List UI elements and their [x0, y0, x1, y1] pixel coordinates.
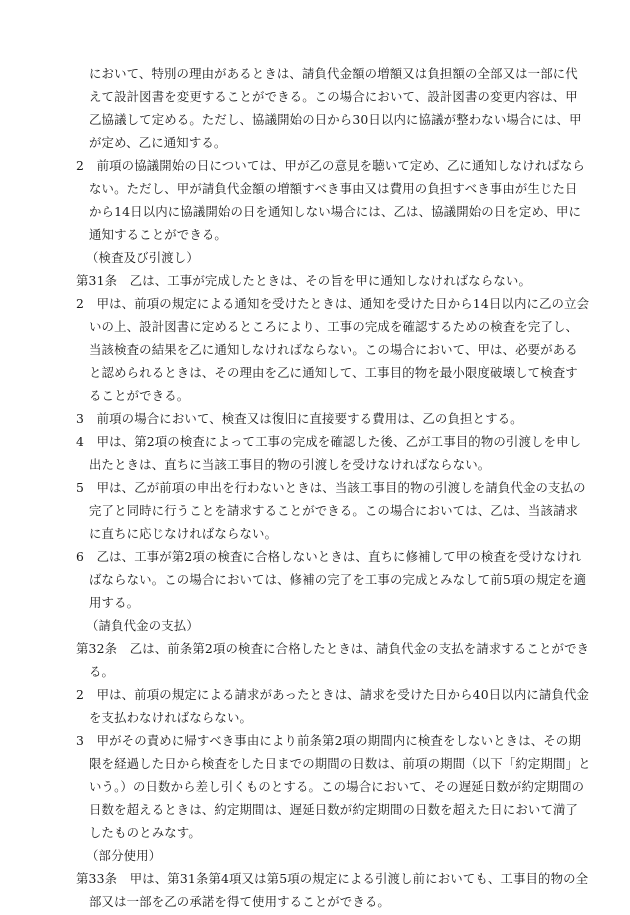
text-line: 6 乙は、工事が第2項の検査に合格しないときは、直ちに修補して甲の検査を受けなけれ — [76, 549, 582, 564]
text-line: いう。）の日数から差し引くものとする。この場合において、その遅延日数が約定期間の — [89, 779, 585, 794]
text-line: ない。ただし、甲が請負代金額の増額すべき事由又は費用の負担すべき事由が生じた日 — [89, 181, 578, 196]
text-line: 5 甲は、乙が前項の申出を行わないときは、当該工事目的物の引渡しを請負代金の支払の — [76, 480, 586, 495]
text-line: 乙協議して定める。ただし、協議開始の日から30日以内に協議が整わない場合には、甲 — [89, 112, 582, 127]
text-line: る。 — [89, 664, 115, 679]
text-line: に直ちに応じなければならない。 — [89, 526, 278, 541]
text-line: 出たときは、直ちに当該工事目的物の引渡しを受けなければならない。 — [89, 457, 491, 472]
article-line: 第31条 乙は、工事が完成したときは、その旨を甲に通知しなければならない。 — [76, 273, 531, 288]
article-line: 第33条 甲は、第31条第4項又は第5項の規定による引渡し前においても、工事目的物の全 — [76, 871, 589, 886]
text-line: 当該検査の結果を乙に通知しなければならない。この場合において、甲は、必要がある — [89, 342, 578, 357]
text-line: いの上、設計図書に定めるところにより、工事の完成を確認するための検査を完了し、 — [89, 319, 579, 334]
text-line: が定め、乙に通知する。 — [89, 135, 227, 150]
text-line: したものとみなす。 — [89, 825, 201, 840]
text-line: 2 前項の協議開始の日については、甲が乙の意見を聴いて定め、乙に通知しなければなら — [76, 158, 585, 173]
text-line: 部又は一部を乙の承諾を得て使用することができる。 — [89, 894, 390, 909]
article-line: 第32条 乙は、前条第2項の検査に合格したときは、請負代金の支払を請求することができ — [76, 641, 590, 656]
text-line: 2 甲は、前項の規定による通知を受けたときは、通知を受けた日から14日以内に乙の立会 — [76, 296, 590, 311]
text-line: 4 甲は、第2項の検査によって工事の完成を確認した後、乙が工事目的物の引渡しを申し — [76, 434, 582, 449]
text-line: から14日以内に協議開始の日を通知しない場合には、乙は、協議開始の日を定め、甲に — [89, 204, 582, 219]
text-line: 通知することができる。 — [89, 227, 227, 242]
text-line: 日数を超えるときは、約定期間は、遅延日数が約定期間の日数を超えた日において満了 — [89, 802, 579, 817]
section-heading: （検査及び引渡し） — [86, 250, 199, 265]
section-heading: （部分使用） — [86, 848, 162, 863]
text-line: を支払わなければならない。 — [89, 710, 253, 725]
section-heading: （請負代金の支払） — [86, 618, 199, 633]
text-line: ばならない。この場合においては、修補の完了を工事の完成とみなして前5項の規定を適 — [89, 572, 587, 587]
text-line: ることができる。 — [89, 388, 190, 403]
text-line: において、特別の理由があるときは、請負代金額の増額又は負担額の全部又は一部に代 — [89, 66, 578, 81]
text-line: と認められるときは、その理由を乙に通知して、工事目的物を最小限度破壊して検査す — [89, 365, 578, 380]
text-line: えて設計図書を変更することができる。この場合において、設計図書の変更内容は、甲 — [89, 89, 578, 104]
text-line: 限を経過した日から検査をした日までの期間の日数は、前項の期間（以下「約定期間」と — [89, 756, 591, 771]
text-line: 完了と同時に行うことを請求することができる。この場合においては、乙は、当該請求 — [89, 503, 579, 518]
text-line: 用する。 — [89, 595, 140, 610]
text-line: 2 甲は、前項の規定による請求があったときは、請求を受けた日から40日以内に請負代金 — [76, 687, 590, 702]
text-line: 3 甲がその責めに帰すべき事由により前条第2項の期間内に検査をしないときは、その期 — [76, 733, 581, 748]
text-line: 3 前項の場合において、検査又は復旧に直接要する費用は、乙の負担とする。 — [76, 411, 523, 426]
